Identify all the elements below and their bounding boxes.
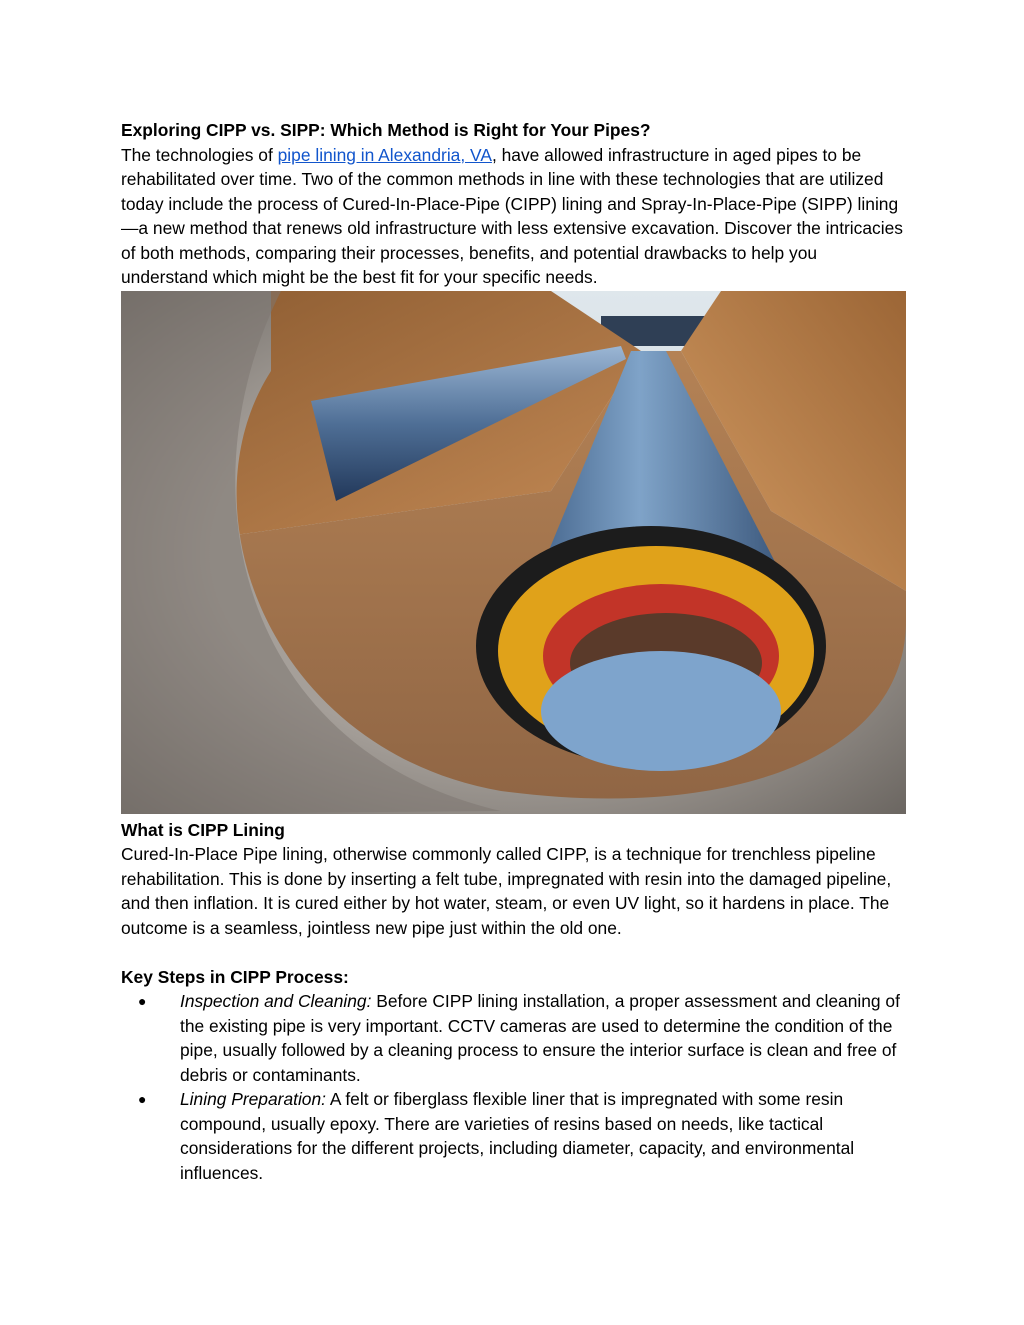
bullet-icon: ● (138, 993, 147, 1009)
document-page (121, 118, 907, 1185)
intro-paragraph (121, 143, 907, 290)
bullet-icon: ● (138, 1091, 147, 1107)
paragraph-spacer (121, 940, 907, 965)
pipeline-trench-photo (121, 291, 906, 814)
step-term: Inspection and Cleaning: (180, 991, 372, 1011)
cipp-heading: What is CIPP Lining (121, 819, 285, 840)
pipe-lining-link[interactable]: pipe lining in Alexandria, VA (277, 144, 492, 165)
step-text: Before CIPP lining installation, a proper assessment and cleaning of the existing pipe is very important. CCTV cameras are used to determine the condition of the pipe, usually followed by a cleaning process to ensure the interior surface is clean and free of debris or contaminants. (180, 991, 900, 1085)
list-item (121, 1087, 907, 1185)
steps-list (121, 989, 907, 1185)
steps-heading: Key Steps in CIPP Process: (121, 966, 349, 987)
intro-text-start: The technologies of (121, 144, 278, 165)
list-item (121, 989, 907, 1087)
intro-text-end: , have allowed infrastructure in aged pipes to be rehabilitated over time. Two of the common methods in line with these technologies that are utilized today include the process of Cured-In-Place-Pipe (CIPP) lining and Spray-In-Place-Pipe (SIPP) lining—a new method that renews old infrastructure with less extensive excavation. Discover the intricacies of both methods, comparing their processes, benefits, and potential drawbacks to help you understand which might be the best fit for your specific needs. (121, 144, 903, 287)
cipp-paragraph: Cured-In-Place Pipe lining, otherwise commonly called CIPP, is a technique for trenchless pipeline rehabilitation. This is done by inserting a felt tube, impregnated with resin into the damaged pipeline, and then inflation. It is cured either by hot water, steam, or even UV light, so it hardens in place. The outcome is a seamless, jointless new pipe just within the old one. (121, 844, 892, 938)
article-title: Exploring CIPP vs. SIPP: Which Method is Right for Your Pipes? (121, 120, 651, 140)
step-term: Lining Preparation: (180, 1089, 326, 1109)
step-text: A felt or fiberglass flexible liner that is impregnated with some resin compound, usually epoxy. There are varieties of resins based on needs, like tactical considerations for the different projects, including diameter, capacity, and environmental influences. (180, 1089, 855, 1183)
